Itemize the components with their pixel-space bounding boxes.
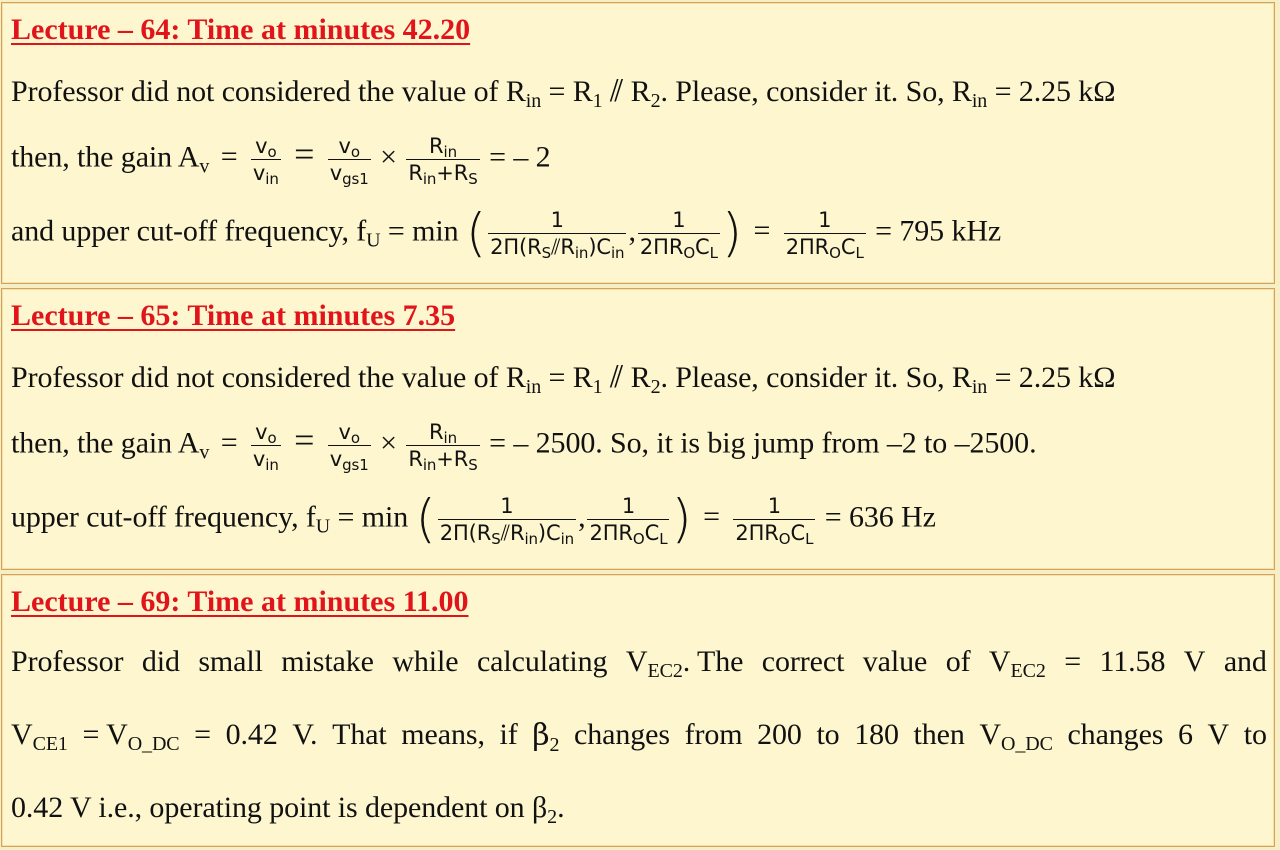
section-title: Lecture – 64: Time at minutes 42.20 [11, 13, 471, 46]
rin-statement: Professor did not considered the value of $R_{in} = R_1$ ⫽ $R_2$. Please, consider it. So, $R_{in} = 2.25$ kΩ [11, 75, 1116, 112]
cutoff-equation: upper cut-off frequency, $f_U = \min$ ( $\frac{1}{2\Pi(R_S⫽R_{in})C_{in}}$ , $\frac{1}{2\Pi R_OC_L}$ ) = $\frac{1}{2\Pi R_OC_L}$ = 636 Hz [11, 489, 936, 550]
lecture-64-note [1, 2, 1275, 284]
rin-statement: Professor did not considered the value of $R_{in} = R_1$ ⫽ $R_2$. Please, consider it. So, $R_{in} = 2.25$ kΩ [11, 361, 1116, 398]
fraction-vo-vgs1: $\frac{v_o}{v_{gs1}}$ [329, 420, 369, 474]
gain-equation: then, the gain $A_v$ = $\frac{v_o}{v_{in}}$ = $\frac{v_o}{v_{gs1}}$ × $\frac{R_{in}}{R_{in}+R_S}$ = – 2500. So, it is big jump from –2 to –2500. [11, 420, 1037, 474]
fraction-source-pole: $\frac{1}{2\Pi(R_S⫽R_{in})C_{in}}$ [490, 208, 625, 262]
fraction-load-pole: $\frac{1}{2\Pi R_OC_L}$ [589, 494, 668, 548]
fraction-vo-vin: $\frac{v_o}{v_{in}}$ [252, 134, 279, 188]
section-title: Lecture – 65: Time at minutes 7.35 [11, 299, 456, 332]
operating-point-statement: 0.42 V i.e., operating point is dependent on $\beta_2$. [11, 791, 565, 828]
fraction-load-pole: $\frac{1}{2\Pi R_OC_L}$ [639, 208, 718, 262]
fraction-rin: $\frac{R_{in}}{R_{in}+R_S}$ [408, 420, 478, 474]
fraction-load-pole-result: $\frac{1}{2\Pi R_OC_L}$ [785, 208, 864, 262]
lecture-65-note [1, 288, 1275, 570]
fraction-vo-vgs1: $\frac{v_o}{v_{gs1}}$ [329, 134, 369, 188]
lecture-69-note [1, 574, 1275, 847]
fraction-vo-vin: $\frac{v_o}{v_{in}}$ [252, 420, 279, 474]
fraction-rin: $\frac{R_{in}}{R_{in}+R_S}$ [408, 134, 478, 188]
fraction-source-pole: $\frac{1}{2\Pi(R_S⫽R_{in})C_{in}}$ [439, 494, 575, 548]
gain-equation: then, the gain $A_v$ = $\frac{v_o}{v_{in}}$ = $\frac{v_o}{v_{gs1}}$ × $\frac{R_{in}}{R_{in}+R_S}$ = – 2 [11, 134, 551, 188]
cutoff-equation: and upper cut-off frequency, $f_U = \min$ ( $\frac{1}{2\Pi(R_S⫽R_{in})C_{in}}$ , $\frac{1}{2\Pi R_OC_L}$ ) = $\frac{1}{2\Pi R_OC_L}$ = 795 kHz [11, 203, 1002, 264]
section-title: Lecture – 69: Time at minutes 11.00 [11, 585, 469, 618]
vec2-statement: Professor did small mistake while calculating $V_{EC2}$. The correct value of $V_{EC2}$ = 11.58 V and [11, 645, 1267, 682]
fraction-load-pole-result: $\frac{1}{2\Pi R_OC_L}$ [735, 494, 814, 548]
vce1-statement: $V_{CE1}$ = $V_{O\_DC}$ = 0.42 V. That means, if $\beta_2$ changes from 200 to 180 then $V_{O\_DC}$ changes 6 V to [11, 718, 1267, 756]
